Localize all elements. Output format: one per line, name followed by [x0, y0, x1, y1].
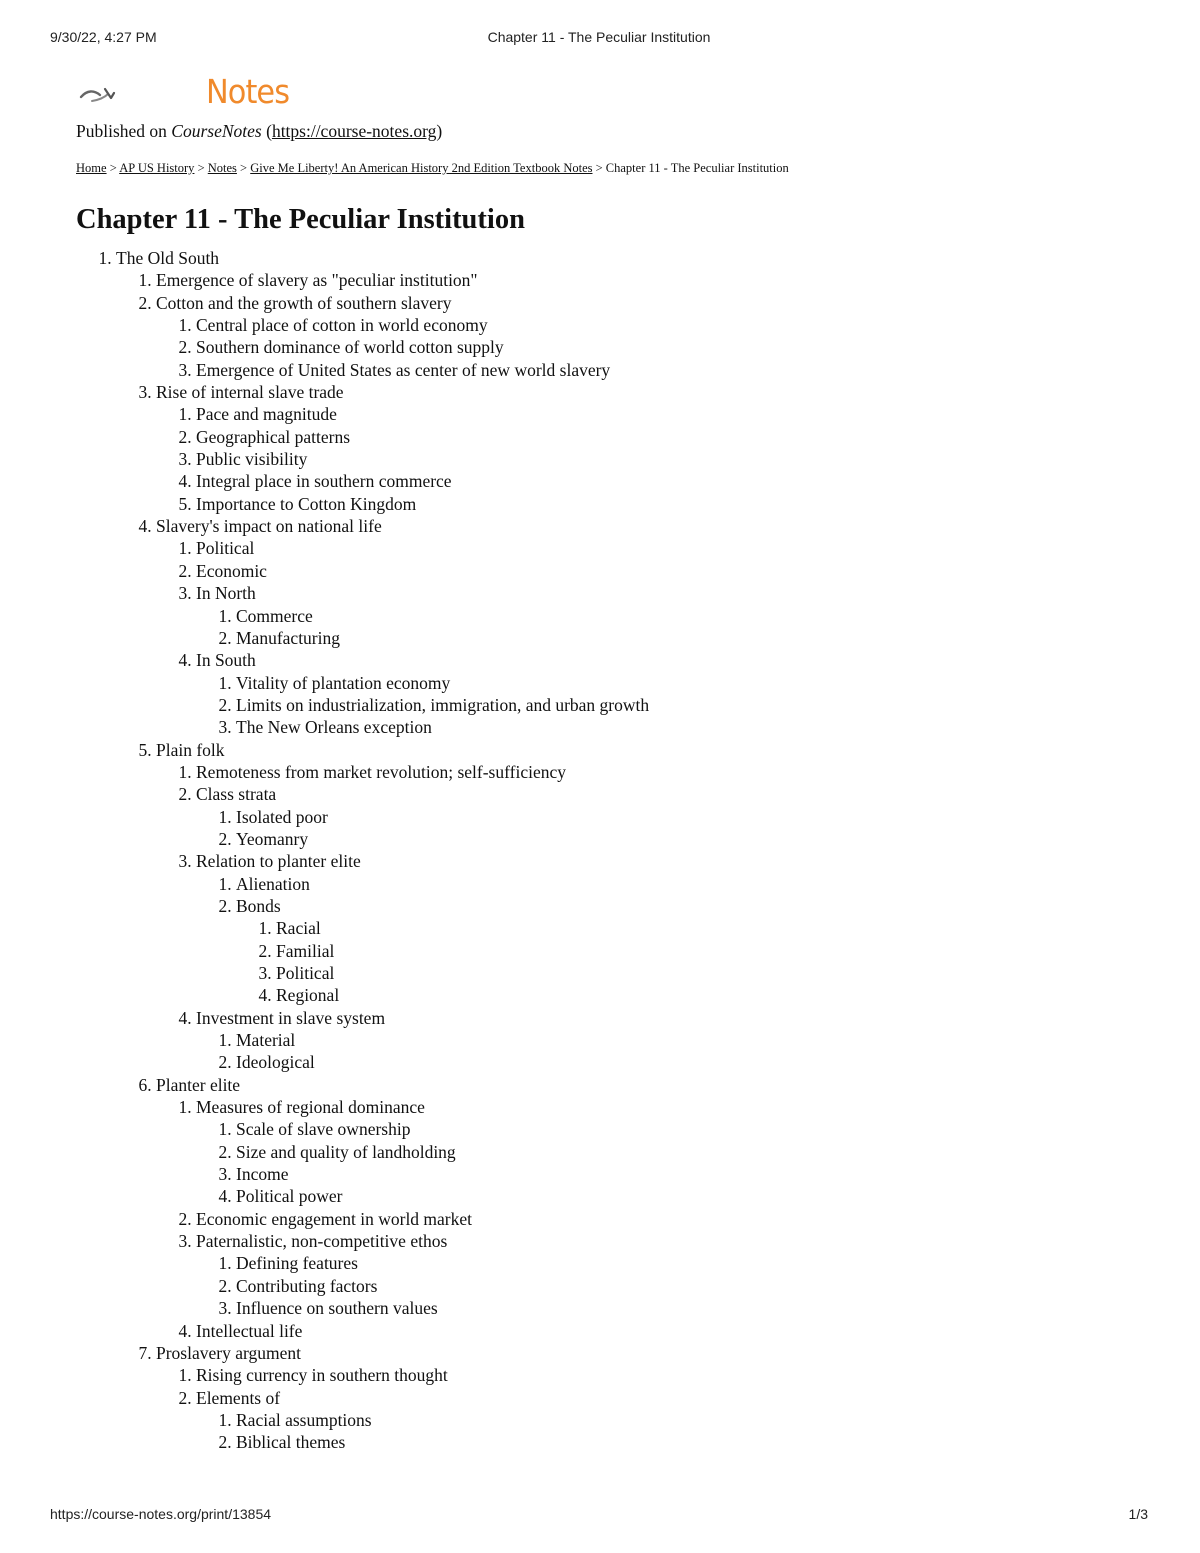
outline-item: [236, 1118, 1140, 1140]
outline-item-text: Bonds: [236, 895, 281, 916]
outline-item-text: Familial: [276, 940, 335, 961]
outline-item: [156, 739, 1140, 1074]
outline-item: [236, 1029, 1140, 1051]
outline-item-text: Intellectual life: [196, 1320, 303, 1341]
outline-item-text: Central place of cotton in world economy: [196, 315, 488, 336]
outline-item-text: Scale of slave ownership: [236, 1119, 411, 1140]
outline-item: [196, 537, 1140, 559]
outline-item: [196, 582, 1140, 649]
outline-item: [236, 1051, 1140, 1073]
outline-item: [236, 1141, 1140, 1163]
breadcrumb: Home > AP US History > Notes > Give Me Liberty! An American History 2nd Edition Textbook Notes > Chapter 11 - The Peculiar Institution: [76, 161, 789, 175]
outline-item-text: Plain folk: [156, 739, 225, 760]
outline-item: [196, 1387, 1140, 1454]
outline-item: [196, 448, 1140, 470]
outline-item: [236, 716, 1140, 738]
published-site: CourseNotes: [171, 121, 262, 141]
print-footer: [50, 1506, 1148, 1522]
outline-item-text: Political power: [236, 1186, 343, 1207]
outline-sublist: [156, 1364, 1140, 1453]
outline-item-text: The New Orleans exception: [236, 717, 432, 738]
outline-item-text: Racial assumptions: [236, 1409, 372, 1430]
outline-item-text: Rise of internal slave trade: [156, 382, 344, 403]
outline-item-text: Pace and magnitude: [196, 404, 337, 425]
outline-item-text: Integral place in southern commerce: [196, 471, 452, 492]
outline-item-text: Racial: [276, 918, 321, 939]
outline-item: [156, 1074, 1140, 1342]
outline-item-text: Limits on industrialization, immigration, and urban growth: [236, 694, 650, 715]
outline-item-text: Relation to planter elite: [196, 851, 361, 872]
outline-sublist: [236, 917, 1140, 1006]
outline-sublist: [156, 537, 1140, 738]
outline-item: [196, 783, 1140, 850]
breadcrumb-link-notes[interactable]: Notes: [207, 161, 237, 175]
outline-item-text: Class strata: [196, 784, 277, 805]
outline-sublist: [196, 806, 1140, 851]
outline-sublist: [156, 314, 1140, 381]
outline-item: [196, 850, 1140, 1006]
outline-item: [236, 1163, 1140, 1185]
logo-mark-icon: [78, 77, 122, 107]
outline-sublist: [116, 269, 1140, 1453]
outline-item-text: In South: [196, 650, 256, 671]
outline-item-text: Emergence of slavery as "peculiar institution": [156, 270, 478, 291]
outline-item: [156, 269, 1140, 291]
outline-sublist: [196, 672, 1140, 739]
outline-item-text: Income: [236, 1164, 289, 1185]
outline-item: [156, 292, 1140, 381]
outline-item-text: Paternalistic, non-competitive ethos: [196, 1231, 448, 1252]
outline-item: [276, 962, 1140, 984]
outline-item-text: Manufacturing: [236, 627, 340, 648]
breadcrumb-current: Chapter 11 - The Peculiar Institution: [605, 161, 789, 175]
outline-item: [116, 247, 1140, 1454]
outline-sublist: [156, 1096, 1140, 1342]
outline-item-text: Defining features: [236, 1253, 358, 1274]
outline-item: [236, 672, 1140, 694]
outline-item-text: Rising currency in southern thought: [196, 1365, 448, 1386]
outline-item-text: Elements of: [196, 1387, 281, 1408]
outline-item: [196, 314, 1140, 336]
outline-item-text: Investment in slave system: [196, 1007, 386, 1028]
outline-item: [196, 336, 1140, 358]
outline-item: [236, 1409, 1140, 1431]
outline-item-text: Ideological: [236, 1052, 315, 1073]
outline-item-text: Political: [196, 538, 255, 559]
outline-item-text: Political: [276, 963, 335, 983]
outline-item-text: Yeomanry: [236, 828, 309, 849]
outline-item: [196, 1007, 1140, 1074]
outline-sublist: [196, 1252, 1140, 1319]
page-title: Chapter 11 - The Peculiar Institution: [76, 204, 525, 235]
outline-item: [196, 1320, 1140, 1342]
outline-item-text: Isolated poor: [236, 806, 328, 827]
outline-item-text: Emergence of United States as center of new world slavery: [196, 359, 611, 380]
outline-item-text: Influence on southern values: [236, 1298, 438, 1319]
published-line: Published on CourseNotes (https://course-notes.org): [76, 121, 443, 141]
outline-item: [236, 1275, 1140, 1297]
outline-item: [196, 403, 1140, 425]
main-content: [76, 120, 1140, 1454]
outline-item: [236, 694, 1140, 716]
outline-item: [196, 1230, 1140, 1319]
outline-item: [276, 984, 1140, 1006]
outline-item: [196, 359, 1140, 381]
outline-item-text: Regional: [276, 985, 340, 1006]
print-page-number: 1/3: [1128, 1506, 1148, 1522]
outline-item: [196, 560, 1140, 582]
outline-item-text: Biblical themes: [236, 1432, 346, 1453]
print-url: https://course-notes.org/print/13854: [50, 1506, 272, 1522]
outline-item-text: Vitality of plantation economy: [236, 672, 451, 693]
breadcrumb-link-ap-us-history[interactable]: AP US History: [119, 161, 195, 175]
outline-item-text: Cotton and the growth of southern slavery: [156, 292, 452, 313]
outline-sublist: [196, 605, 1140, 650]
outline-item: [196, 1096, 1140, 1208]
outline-item-text: Public visibility: [196, 449, 308, 470]
outline-item-text: Size and quality of landholding: [236, 1141, 456, 1162]
outline-item: [156, 381, 1140, 515]
outline-item-text: Economic engagement in world market: [196, 1208, 473, 1229]
outline-item: [196, 470, 1140, 492]
outline-item: [236, 806, 1140, 828]
outline-item-text: Remoteness from market revolution; self-sufficiency: [196, 761, 566, 782]
outline-item: [236, 627, 1140, 649]
breadcrumb-link-textbook[interactable]: Give Me Liberty! An American History 2nd Edition Textbook Notes: [250, 161, 593, 175]
outline-item-text: Measures of regional dominance: [196, 1097, 425, 1118]
outline-item: [276, 940, 1140, 962]
outline-item: [196, 1364, 1140, 1386]
outline-item: [156, 1342, 1140, 1454]
outline-item-text: Alienation: [236, 873, 310, 894]
outline-item-text: Proslavery argument: [156, 1342, 301, 1363]
outline-item-text: Contributing factors: [236, 1275, 378, 1296]
outline-item: [276, 917, 1140, 939]
site-logo[interactable]: [78, 72, 296, 111]
outline-item-text: Economic: [196, 560, 267, 581]
outline-sublist: [156, 761, 1140, 1074]
outline-sublist: [196, 1118, 1140, 1207]
outline-item-text: Commerce: [236, 605, 313, 626]
outline-item-text: In North: [196, 583, 256, 604]
outline-item-text: Planter elite: [156, 1074, 241, 1095]
outline-item-text: Southern dominance of world cotton supply: [196, 337, 504, 358]
outline-item-text: Importance to Cotton Kingdom: [196, 493, 417, 514]
outline-item: [236, 895, 1140, 1007]
outline-item: [196, 649, 1140, 738]
logo-text: Notes: [206, 72, 290, 111]
outline-item-text: The Old South: [116, 248, 220, 268]
outline-item: [236, 828, 1140, 850]
outline-item: [236, 1431, 1140, 1453]
outline-item: [196, 426, 1140, 448]
outline-item: [196, 761, 1140, 783]
outline-item-text: Material: [236, 1030, 296, 1051]
print-datetime: 9/30/22, 4:27 PM: [50, 29, 157, 45]
outline-item: [196, 1208, 1140, 1230]
outline-sublist: [196, 1409, 1140, 1454]
outline-item: [236, 1252, 1140, 1274]
print-title: Chapter 11 - The Peculiar Institution: [487, 29, 711, 45]
outline-item-text: Slavery's impact on national life: [156, 516, 382, 537]
outline-item: [236, 1297, 1140, 1319]
outline-sublist: [156, 403, 1140, 515]
published-url[interactable]: https://course-notes.org: [271, 121, 437, 141]
outline-sublist: [196, 873, 1140, 1007]
outline-item: [156, 515, 1140, 738]
outline-item: [236, 605, 1140, 627]
breadcrumb-link-home[interactable]: Home: [76, 161, 107, 175]
outline-item: [236, 1185, 1140, 1207]
outline-sublist: [196, 1029, 1140, 1074]
outline-list: [76, 247, 1140, 1454]
outline-item: [196, 493, 1140, 515]
published-prefix: Published on: [76, 121, 172, 141]
print-header: [50, 29, 1148, 45]
outline-item-text: Geographical patterns: [196, 426, 351, 447]
outline-item: [236, 873, 1140, 895]
